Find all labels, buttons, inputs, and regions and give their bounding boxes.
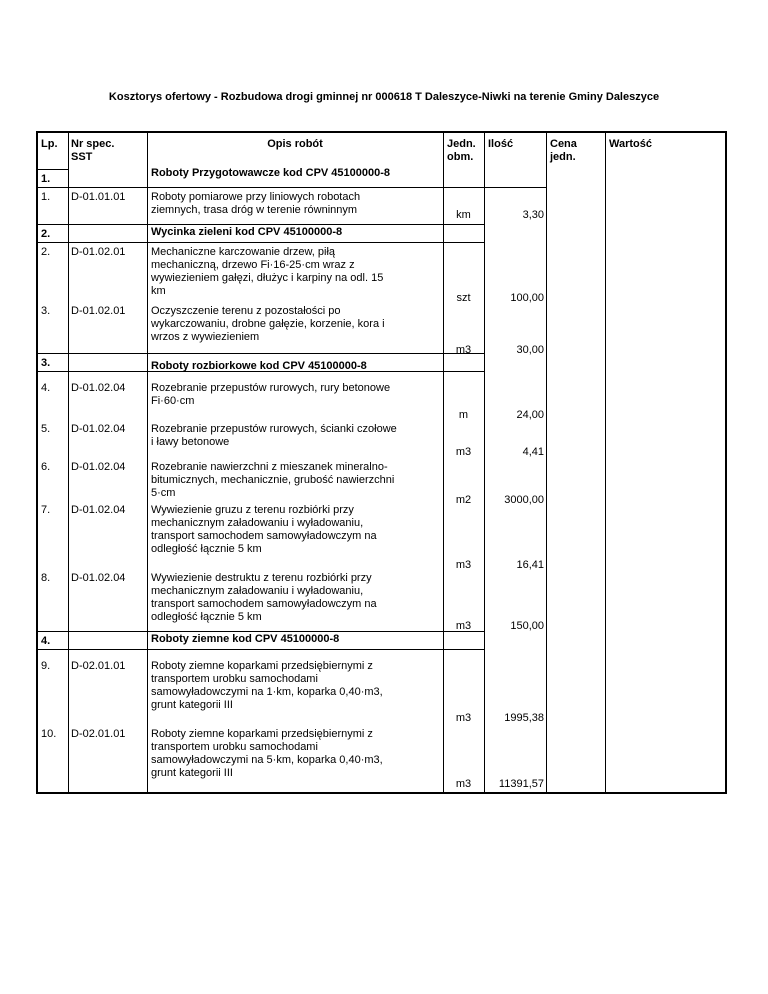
item-jedn: m3	[455, 559, 472, 571]
item-opis: Roboty ziemne koparkami przedsiębiernymi z transportem urobku samochodami samowyładowczymi na 1·km, koparka 0,40·m3, grunt kategorii III	[151, 660, 383, 711]
section-title: Wycinka zieleni kod CPV 45100000-8	[151, 226, 343, 238]
item-opis: Wywiezienie destruktu z terenu rozbiórki przy mechanicznym załadowaniu i wyładowaniu, transport samochodem samowyładowczym na odległość łącznie 5 km	[151, 572, 377, 623]
item-jedn: m3	[455, 778, 472, 790]
item-opis: Wywiezienie gruzu z terenu rozbiórki przy mechanicznym załadowaniu i wyładowaniu, transport samochodem samowyładowczym na odległość łącznie 5 km	[151, 504, 377, 555]
item-ilosc: 1995,38	[504, 712, 544, 724]
item-opis: Roboty pomiarowe przy liniowych robotach ziemnych, trasa dróg w terenie równinnym	[151, 191, 361, 216]
section-lp: 2.	[41, 228, 51, 240]
item-ilosc: 11391,57	[498, 778, 544, 790]
item-jedn: szt	[456, 292, 471, 304]
item-nr-spec: D-01.02.04	[71, 461, 126, 473]
item-ilosc: 3,30	[522, 209, 544, 221]
row-divider	[38, 631, 147, 632]
item-opis: Rozebranie nawierzchni z mieszanek mineralno- bitumicznych, mechanicznie, grubość nawierzchni 5·cm	[151, 461, 395, 499]
header-opis: Opis robót	[267, 138, 323, 150]
section-lp: 1.	[41, 173, 51, 185]
item-opis: Roboty ziemne koparkami przedsiębiernymi z transportem urobku samochodami samowyładowczymi na 5·km, koparka 0,40·m3, grunt kategorii III	[151, 728, 383, 779]
col-divider	[605, 133, 606, 792]
item-lp: 7.	[41, 504, 51, 516]
row-divider	[147, 187, 546, 188]
page-title: Kosztorys ofertowy - Rozbudowa drogi gminnej nr 000618 T Daleszyce-Niwki na terenie Gminy Daleszyce	[108, 91, 660, 103]
item-ilosc: 4,41	[522, 446, 544, 458]
col-divider	[68, 133, 69, 792]
item-lp: 4.	[41, 382, 51, 394]
row-divider	[38, 371, 147, 372]
item-nr-spec: D-01.02.04	[71, 423, 126, 435]
item-lp: 6.	[41, 461, 51, 473]
item-lp: 1.	[41, 191, 51, 203]
item-jedn: km	[456, 209, 471, 221]
item-nr-spec: D-02.01.01	[71, 660, 126, 672]
item-lp: 5.	[41, 423, 51, 435]
item-lp: 8.	[41, 572, 51, 584]
item-jedn: m3	[455, 446, 472, 458]
header-cena: Cena jedn.	[550, 138, 577, 163]
item-opis: Rozebranie przepustów rurowych, ścianki czołowe i ławy betonowe	[151, 423, 397, 448]
cost-estimate-table	[36, 131, 727, 794]
item-nr-spec: D-01.01.01	[71, 191, 126, 203]
item-lp: 2.	[41, 246, 51, 258]
section-title: Roboty ziemne kod CPV 45100000-8	[151, 633, 340, 645]
row-divider	[147, 242, 484, 243]
item-lp: 10.	[41, 728, 57, 740]
item-opis: Mechaniczne karczowanie drzew, piłą mechaniczną, drzewo Fi·16-25·cm wraz z wywiezieniem gałęzi, dłużyc i karpiny na odl. 15 km	[151, 246, 384, 297]
item-jedn: m3	[455, 344, 472, 356]
item-nr-spec: D-01.02.04	[71, 382, 126, 394]
item-jedn: m3	[455, 620, 472, 632]
header-jedn: Jedn. obm.	[447, 138, 476, 163]
item-ilosc: 16,41	[516, 559, 544, 571]
row-divider	[147, 224, 484, 225]
col-divider	[147, 133, 148, 792]
row-divider	[38, 242, 147, 243]
item-nr-spec: D-01.02.01	[71, 305, 126, 317]
item-lp: 3.	[41, 305, 51, 317]
col-divider	[443, 133, 444, 792]
section-title: Roboty rozbiorkowe kod CPV 45100000-8	[151, 360, 367, 372]
row-divider	[147, 353, 484, 354]
item-jedn: m2	[455, 494, 472, 506]
section-lp: 3.	[41, 357, 51, 369]
item-ilosc: 24,00	[516, 409, 544, 421]
item-ilosc: 3000,00	[504, 494, 544, 506]
item-nr-spec: D-01.02.04	[71, 572, 126, 584]
row-divider	[38, 224, 147, 225]
item-opis: Oczyszczenie terenu z pozostałości po wykarczowaniu, drobne gałęzie, korzenie, kora i wrzos z wywiezieniem	[151, 305, 385, 343]
row-divider	[38, 353, 147, 354]
item-nr-spec: D-02.01.01	[71, 728, 126, 740]
row-divider	[147, 649, 484, 650]
item-lp: 9.	[41, 660, 51, 672]
col-divider	[546, 133, 547, 792]
item-ilosc: 150,00	[510, 620, 544, 632]
header-nr-spec: Nr spec. SST	[71, 138, 115, 163]
item-nr-spec: D-01.02.04	[71, 504, 126, 516]
header-lp: Lp.	[41, 138, 58, 150]
row-divider	[38, 187, 147, 188]
header-wartosc: Wartość	[609, 138, 652, 150]
section-title: Roboty Przygotowawcze kod CPV 45100000-8	[151, 167, 391, 179]
item-jedn: m3	[455, 712, 472, 724]
item-ilosc: 30,00	[516, 344, 544, 356]
row-divider	[147, 631, 484, 632]
row-divider	[38, 169, 68, 170]
col-divider	[484, 133, 485, 792]
header-ilosc: Ilość	[488, 138, 514, 150]
row-divider	[38, 649, 147, 650]
item-ilosc: 100,00	[510, 292, 544, 304]
item-opis: Rozebranie przepustów rurowych, rury betonowe Fi·60·cm	[151, 382, 391, 407]
item-jedn: m	[458, 409, 469, 421]
item-nr-spec: D-01.02.01	[71, 246, 126, 258]
section-lp: 4.	[41, 635, 51, 647]
